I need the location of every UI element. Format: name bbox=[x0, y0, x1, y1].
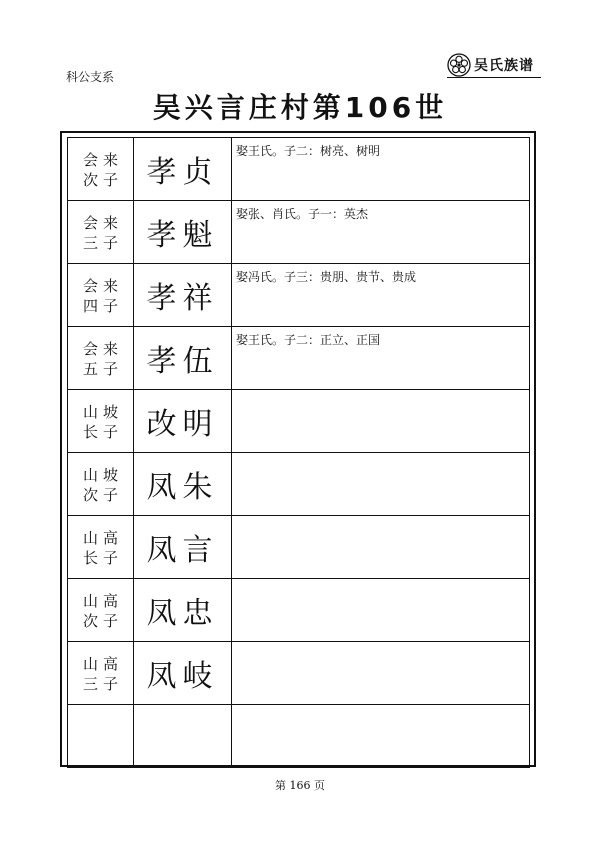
parent-char: 高 bbox=[102, 529, 118, 547]
member-note bbox=[232, 390, 529, 394]
order-char: 次 bbox=[82, 611, 98, 630]
order-char: 子 bbox=[102, 486, 118, 504]
member-name: 凤岐 bbox=[146, 659, 219, 694]
note-cell bbox=[232, 705, 530, 768]
member-name: 孝贞 bbox=[146, 155, 219, 190]
name-cell bbox=[134, 579, 232, 642]
parent-char: 来 bbox=[102, 277, 118, 295]
parent-char: 来 bbox=[102, 340, 118, 358]
parent-char: 高 bbox=[102, 655, 118, 673]
table-row bbox=[68, 516, 530, 579]
member-note: 娶王氏。子二：树亮、树明 bbox=[236, 144, 381, 158]
relation-cell bbox=[68, 201, 134, 264]
member-note bbox=[232, 579, 529, 583]
brand-underline bbox=[447, 77, 541, 78]
member-note: 娶王氏。子二：正立、正国 bbox=[236, 333, 381, 347]
name-cell bbox=[134, 138, 232, 201]
page-number: 第 166 页 bbox=[275, 779, 325, 792]
relation-cell bbox=[68, 327, 134, 390]
parent-char: 来 bbox=[102, 151, 118, 169]
name-cell bbox=[134, 642, 232, 705]
parent-char bbox=[81, 716, 101, 736]
order-char: 子 bbox=[102, 234, 118, 252]
parent-char: 会 bbox=[82, 213, 98, 232]
parent-char bbox=[101, 716, 121, 736]
order-char: 子 bbox=[102, 675, 118, 693]
table-row bbox=[68, 642, 530, 705]
order-char: 子 bbox=[102, 423, 118, 441]
name-cell bbox=[134, 327, 232, 390]
parent-char: 高 bbox=[102, 592, 118, 610]
name-cell bbox=[134, 453, 232, 516]
member-note: 娶张、肖氏。子一：英杰 bbox=[236, 207, 369, 221]
order-char: 四 bbox=[82, 296, 98, 315]
table-row bbox=[68, 579, 530, 642]
order-char: 长 bbox=[82, 422, 98, 441]
relation-cell bbox=[68, 390, 134, 453]
order-char: 三 bbox=[82, 233, 98, 252]
table-row bbox=[68, 705, 530, 768]
relation-cell bbox=[68, 453, 134, 516]
member-name: 改明 bbox=[146, 407, 219, 442]
page-title: 吴兴言庄村第106世 bbox=[152, 91, 448, 124]
note-cell bbox=[232, 327, 530, 390]
note-cell bbox=[232, 138, 530, 201]
order-char: 长 bbox=[82, 548, 98, 567]
family-brand bbox=[447, 52, 541, 78]
order-char: 子 bbox=[102, 549, 118, 567]
table-row bbox=[68, 390, 530, 453]
member-name: 凤朱 bbox=[146, 470, 219, 505]
member-name: 凤忠 bbox=[146, 596, 219, 631]
name-cell bbox=[134, 705, 232, 768]
relation-cell bbox=[68, 138, 134, 201]
member-name: 凤言 bbox=[146, 533, 219, 568]
brand-text: 吴氏族谱 bbox=[474, 58, 534, 74]
table-row bbox=[68, 327, 530, 390]
member-name: 孝伍 bbox=[146, 344, 219, 379]
order-char: 子 bbox=[102, 612, 118, 630]
order-char: 三 bbox=[82, 674, 98, 693]
order-char bbox=[81, 736, 101, 756]
member-note bbox=[232, 453, 529, 457]
parent-char: 坡 bbox=[102, 466, 118, 484]
note-cell bbox=[232, 579, 530, 642]
parent-char: 会 bbox=[82, 339, 98, 358]
parent-char: 山 bbox=[82, 465, 98, 484]
parent-char: 来 bbox=[102, 214, 118, 232]
parent-char: 山 bbox=[82, 528, 98, 547]
member-note: 娶冯氏。子三：贵朋、贵节、贵成 bbox=[236, 270, 417, 284]
order-char: 次 bbox=[82, 170, 98, 189]
parent-char: 山 bbox=[82, 402, 98, 421]
note-cell bbox=[232, 642, 530, 705]
plum-blossom-logo-icon bbox=[447, 53, 471, 77]
genealogy-table bbox=[67, 137, 530, 768]
parent-char: 山 bbox=[82, 591, 98, 610]
table-row bbox=[68, 264, 530, 327]
table-row bbox=[68, 138, 530, 201]
branch-label: 科公支系 bbox=[66, 70, 115, 84]
note-cell bbox=[232, 201, 530, 264]
note-cell bbox=[232, 264, 530, 327]
member-note bbox=[232, 516, 529, 520]
relation-cell bbox=[68, 705, 134, 768]
order-char: 次 bbox=[82, 485, 98, 504]
relation-cell bbox=[68, 516, 134, 579]
relation-cell bbox=[68, 579, 134, 642]
name-cell bbox=[134, 201, 232, 264]
relation-cell bbox=[68, 264, 134, 327]
order-char bbox=[101, 736, 121, 756]
member-name: 孝魁 bbox=[146, 218, 219, 253]
note-cell bbox=[232, 390, 530, 453]
parent-char: 山 bbox=[82, 654, 98, 673]
parent-char: 会 bbox=[82, 150, 98, 169]
relation-cell bbox=[68, 642, 134, 705]
table-row bbox=[68, 201, 530, 264]
parent-char: 会 bbox=[82, 276, 98, 295]
parent-char: 坡 bbox=[102, 403, 118, 421]
note-cell bbox=[232, 453, 530, 516]
name-cell bbox=[134, 264, 232, 327]
order-char: 子 bbox=[102, 171, 118, 189]
order-char: 五 bbox=[82, 359, 98, 378]
member-note bbox=[232, 642, 529, 646]
note-cell bbox=[232, 516, 530, 579]
member-name: 孝祥 bbox=[146, 281, 219, 316]
table-row bbox=[68, 453, 530, 516]
member-note bbox=[232, 705, 529, 709]
order-char: 子 bbox=[102, 297, 118, 315]
name-cell bbox=[134, 516, 232, 579]
order-char: 子 bbox=[102, 360, 118, 378]
name-cell bbox=[134, 390, 232, 453]
